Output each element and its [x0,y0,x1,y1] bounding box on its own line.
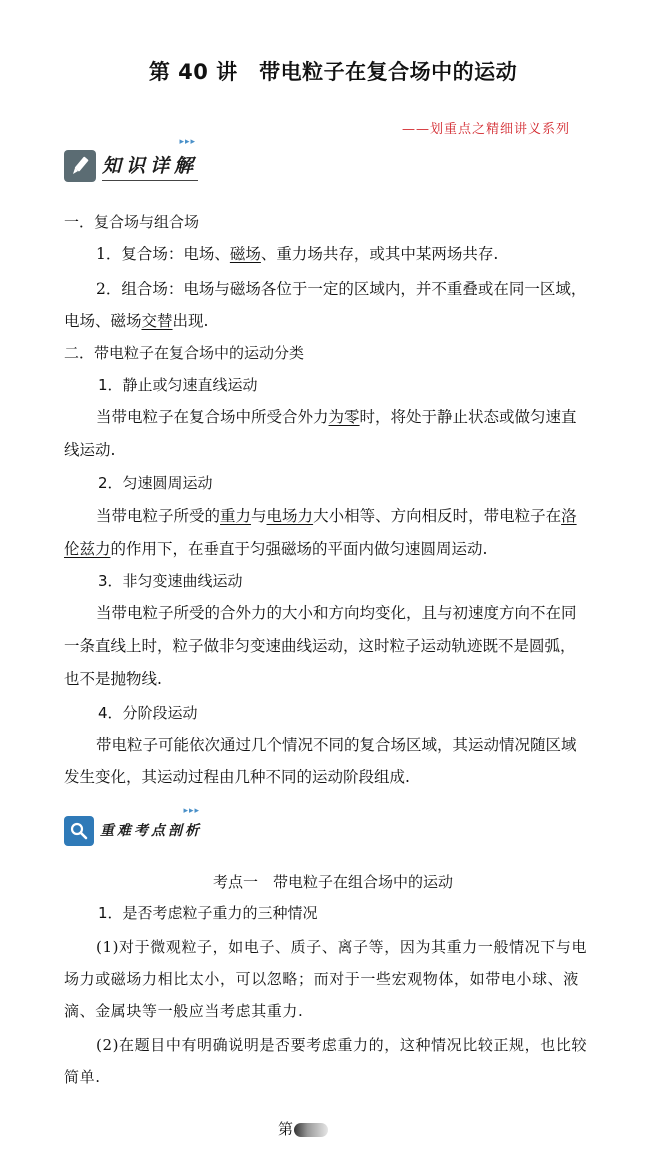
subsection-heading: 1．是否考虑粒子重力的三种情况 [98,904,318,922]
paragraph-line: 线运动. [64,441,116,459]
paragraph-line: (1)对于微观粒子，如电子、质子、离子等，因为其重力一般情况下与电 [96,938,588,956]
arrows-icon: ▸▸▸ [179,137,197,147]
section-heading: 一．复合场与组合场 [64,213,200,231]
page-number [278,1118,328,1139]
knowledge-banner-label [102,137,199,181]
paragraph-line: 伦兹力的作用下，在垂直于匀强磁场的平面内做匀速圆周运动. [64,540,488,558]
paragraph-line: 当带电粒子所受的重力与电场力大小相等、方向相反时，带电粒子在洛 [96,507,577,525]
paragraph-line: 当带电粒子所受的合外力的大小和方向均变化，且与初速度方向不在同 [96,604,577,622]
paragraph-line: 滴、金属块等一般应当考虑其重力. [64,1002,304,1020]
knowledge-banner [64,137,199,184]
key-points-banner [64,806,202,849]
subsection-heading: 1．静止或匀速直线运动 [98,376,258,394]
pencil-icon [64,150,96,182]
paragraph-line: 带电粒子可能依次通过几个情况不同的复合场区域，其运动情况随区域 [96,736,577,754]
paragraph-line: 一条直线上时，粒子做非匀变速曲线运动，这时粒子运动轨迹既不是圆弧， [64,637,576,655]
key-points-banner-label [100,806,202,842]
series-subtitle: ——划重点之精细讲义系列 [401,122,570,137]
section-heading: 二．带电粒子在复合场中的运动分类 [64,344,305,362]
paragraph-line: 电场、磁场交替出现. [64,312,209,330]
paragraph-line: (2)在题目中有明确说明是否要考虑重力的，这种情况比较正规，也比较 [96,1036,588,1054]
page-number-text: 第 [278,1120,294,1138]
key-points-banner-text: 重难考点剖析 [100,823,202,839]
subsection-heading: 4．分阶段运动 [98,704,198,722]
knowledge-banner-text: 知识详解 [102,155,199,177]
paragraph-line: 当带电粒子在复合场中所受合外力为零时，将处于静止状态或做匀速直 [96,408,577,426]
paragraph-line: 2．组合场：电场与磁场各位于一定的区域内，并不重叠或在同一区域， [96,280,587,298]
page-title: 第 40 讲 带电粒子在复合场中的运动 [148,60,518,84]
paragraph-line: 1．复合场：电场、磁场、重力场共存，或其中某两场共存. [96,245,499,263]
subsection-heading: 2．匀速圆周运动 [98,474,213,492]
paragraph-line: 简单. [64,1068,101,1086]
key-point-heading: 考点一 带电粒子在组合场中的运动 [212,873,453,891]
subsection-heading: 3．非匀变速曲线运动 [98,572,243,590]
arrows-icon: ▸▸▸ [183,806,200,816]
magnifier-icon [64,816,94,846]
paragraph-line: 发生变化，其运动过程由几种不同的运动阶段组成. [64,768,410,786]
paragraph-line: 也不是抛物线. [64,670,162,688]
paragraph-line: 场力或磁场力相比太小，可以忽略；而对于一些宏观物体，如带电小球、液 [64,970,579,988]
blurred-page-number [294,1123,328,1137]
